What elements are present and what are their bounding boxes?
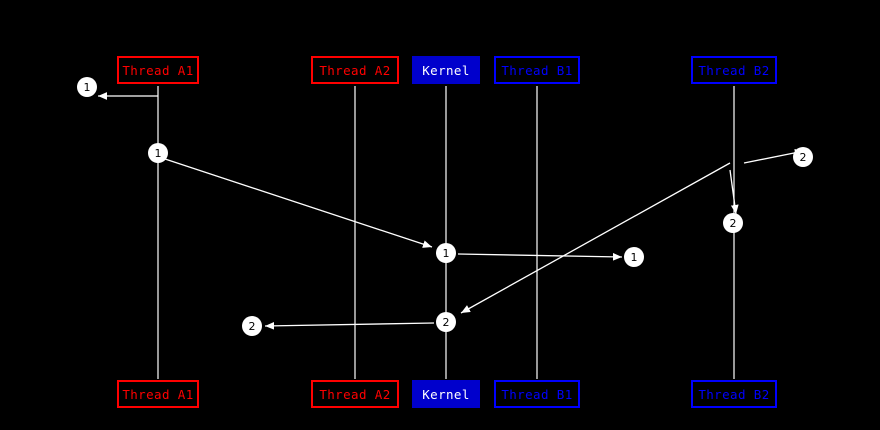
step-badge bbox=[436, 312, 456, 332]
lifeline-foot-kernel[interactable] bbox=[412, 380, 480, 408]
lifeline-label: Thread B1 bbox=[501, 386, 573, 402]
arrow-b2-down bbox=[730, 170, 736, 214]
lifeline-label: Thread A2 bbox=[319, 386, 391, 402]
step-badge-label: 1 bbox=[83, 80, 91, 94]
step-badge-label: 2 bbox=[799, 150, 807, 164]
step-badge-label: 2 bbox=[248, 319, 256, 333]
step-badge bbox=[242, 316, 262, 336]
step-badge-label: 1 bbox=[630, 250, 638, 264]
step-badge-label: 1 bbox=[154, 146, 162, 160]
step-badge-label: 1 bbox=[442, 246, 450, 260]
step-badge bbox=[148, 143, 168, 163]
lifeline-label: Kernel bbox=[422, 62, 470, 78]
lifeline-label: Kernel bbox=[422, 386, 470, 402]
lifeline-label: Thread B2 bbox=[698, 62, 770, 78]
step-badge bbox=[723, 213, 743, 233]
lifeline-foot-thread-a2[interactable] bbox=[311, 380, 399, 408]
message-arrows bbox=[98, 96, 804, 326]
lifeline-label: Thread A2 bbox=[319, 62, 391, 78]
lifeline-label: Thread A1 bbox=[122, 386, 194, 402]
lifeline-head-kernel[interactable] bbox=[412, 56, 480, 84]
lifelines bbox=[158, 86, 734, 379]
step-badge-label: 2 bbox=[729, 216, 737, 230]
lifeline-foot-thread-b2[interactable] bbox=[691, 380, 777, 408]
lifeline-label: Thread B2 bbox=[698, 386, 770, 402]
lifeline-head-thread-b2[interactable] bbox=[691, 56, 777, 84]
arrow-b2-to-kernel bbox=[461, 163, 730, 313]
step-badge bbox=[77, 77, 97, 97]
step-badge bbox=[624, 247, 644, 267]
lifeline-head-thread-b1[interactable] bbox=[494, 56, 580, 84]
arrow-kernel-to-a2 bbox=[265, 323, 434, 326]
lifeline-foot-thread-a1[interactable] bbox=[117, 380, 199, 408]
lifeline-label: Thread A1 bbox=[122, 62, 194, 78]
step-badge-label: 2 bbox=[442, 315, 450, 329]
lifeline-foot-thread-b1[interactable] bbox=[494, 380, 580, 408]
arrow-kernel-to-b1 bbox=[458, 254, 622, 257]
step-badge bbox=[436, 243, 456, 263]
step-badge bbox=[793, 147, 813, 167]
lifeline-head-thread-a2[interactable] bbox=[311, 56, 399, 84]
lifeline-head-thread-a1[interactable] bbox=[117, 56, 199, 84]
lifeline-label: Thread B1 bbox=[501, 62, 573, 78]
arrow-a1-to-kernel bbox=[162, 158, 432, 247]
